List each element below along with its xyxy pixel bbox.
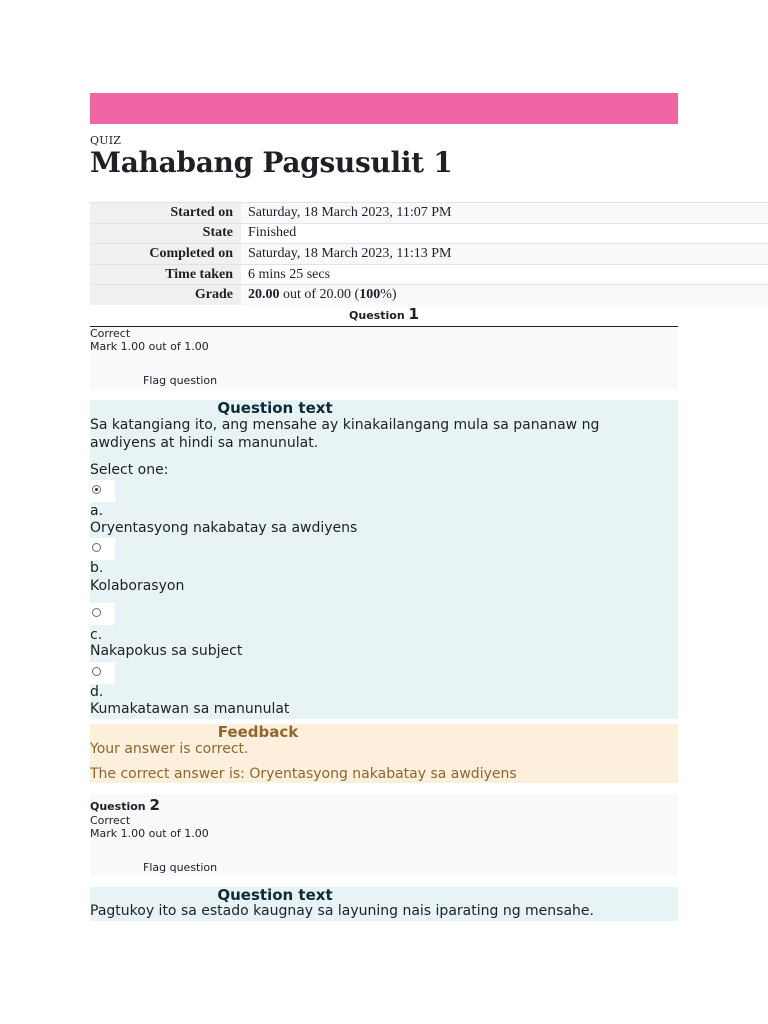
question-2-content [90,887,678,921]
grade-out-of: out of 20.00 ( [279,287,360,303]
summary-row-started [90,203,768,224]
question-number: 2 [149,796,160,814]
grade-percent: 100 [359,287,381,303]
radio-icon [92,608,101,617]
question-2-info [90,794,678,876]
answer-option-c-label[interactable]: Nakapokus sa subject [90,643,243,659]
summary-row-completed [90,244,768,265]
feedback-text: Your answer is correct. [90,741,249,757]
question-status: Correct [90,814,131,827]
question-2-header [90,796,160,814]
page-kicker: QUIZ [90,134,122,147]
question-text-heading: Question text [217,886,333,904]
summary-label: Grade [90,285,241,306]
question-prefix: Question [90,800,146,813]
answer-option-letter: b. [90,560,104,576]
question-number: 1 [408,305,419,323]
summary-label: Completed on [90,244,241,265]
radio-icon [92,543,101,552]
summary-label: State [90,223,241,244]
radio-checked-icon [92,485,101,494]
feedback-heading: Feedback [217,723,299,741]
flag-question-link[interactable]: Flag question [143,861,218,874]
question-status: Correct [90,327,131,340]
question-prefix: Question [349,309,405,322]
radio-icon [92,667,101,676]
question-1-feedback [90,724,678,783]
page-title: Mahabang Pagsusulit 1 [90,146,453,179]
correct-answer-text: The correct answer is: Oryentasyong nakabatay sa awdiyens [90,766,517,782]
summary-row-time [90,264,768,285]
question-1-header [90,305,678,323]
summary-value [241,285,768,306]
question-mark: Mark 1.00 out of 1.00 [90,340,209,353]
answer-option-letter: a. [90,503,104,519]
select-one-prompt: Select one: [90,462,169,478]
answer-option-b-radio[interactable] [90,538,115,560]
question-mark: Mark 1.00 out of 1.00 [90,827,209,840]
summary-row-state [90,223,768,244]
summary-row-grade [90,285,768,306]
question-text-heading: Question text [217,399,333,417]
summary-value: Saturday, 18 March 2023, 11:07 PM [241,203,768,224]
summary-value: 6 mins 25 secs [241,264,768,285]
attempt-summary-table [90,202,768,305]
answer-option-letter: c. [90,627,103,643]
flag-question-link[interactable]: Flag question [143,374,218,387]
question-text: Pagtukoy ito sa estado kaugnay sa layuning nais iparating ng mensahe. [90,903,594,919]
answer-option-b-label[interactable]: Kolaborasyon [90,578,185,594]
question-1-content [90,400,678,719]
summary-value: Saturday, 18 March 2023, 11:13 PM [241,244,768,265]
grade-suffix: %) [380,287,397,303]
answer-option-d-radio[interactable] [90,662,115,684]
header-banner [90,93,678,124]
summary-value: Finished [241,223,768,244]
answer-option-a-radio[interactable] [90,480,115,502]
summary-label: Started on [90,203,241,224]
answer-option-a-label[interactable]: Oryentasyong nakabatay sa awdiyens [90,520,358,536]
grade-score: 20.00 [248,287,280,303]
question-1-info [90,327,678,389]
question-text: Sa katangiang ito, ang mensahe ay kinakailangang mula sa pananaw ng awdiyens at hindi sa manunulat. [90,417,600,451]
answer-option-d-label[interactable]: Kumakatawan sa manunulat [90,701,290,717]
answer-option-c-radio[interactable] [90,603,115,625]
summary-label: Time taken [90,264,241,285]
answer-option-letter: d. [90,684,104,700]
